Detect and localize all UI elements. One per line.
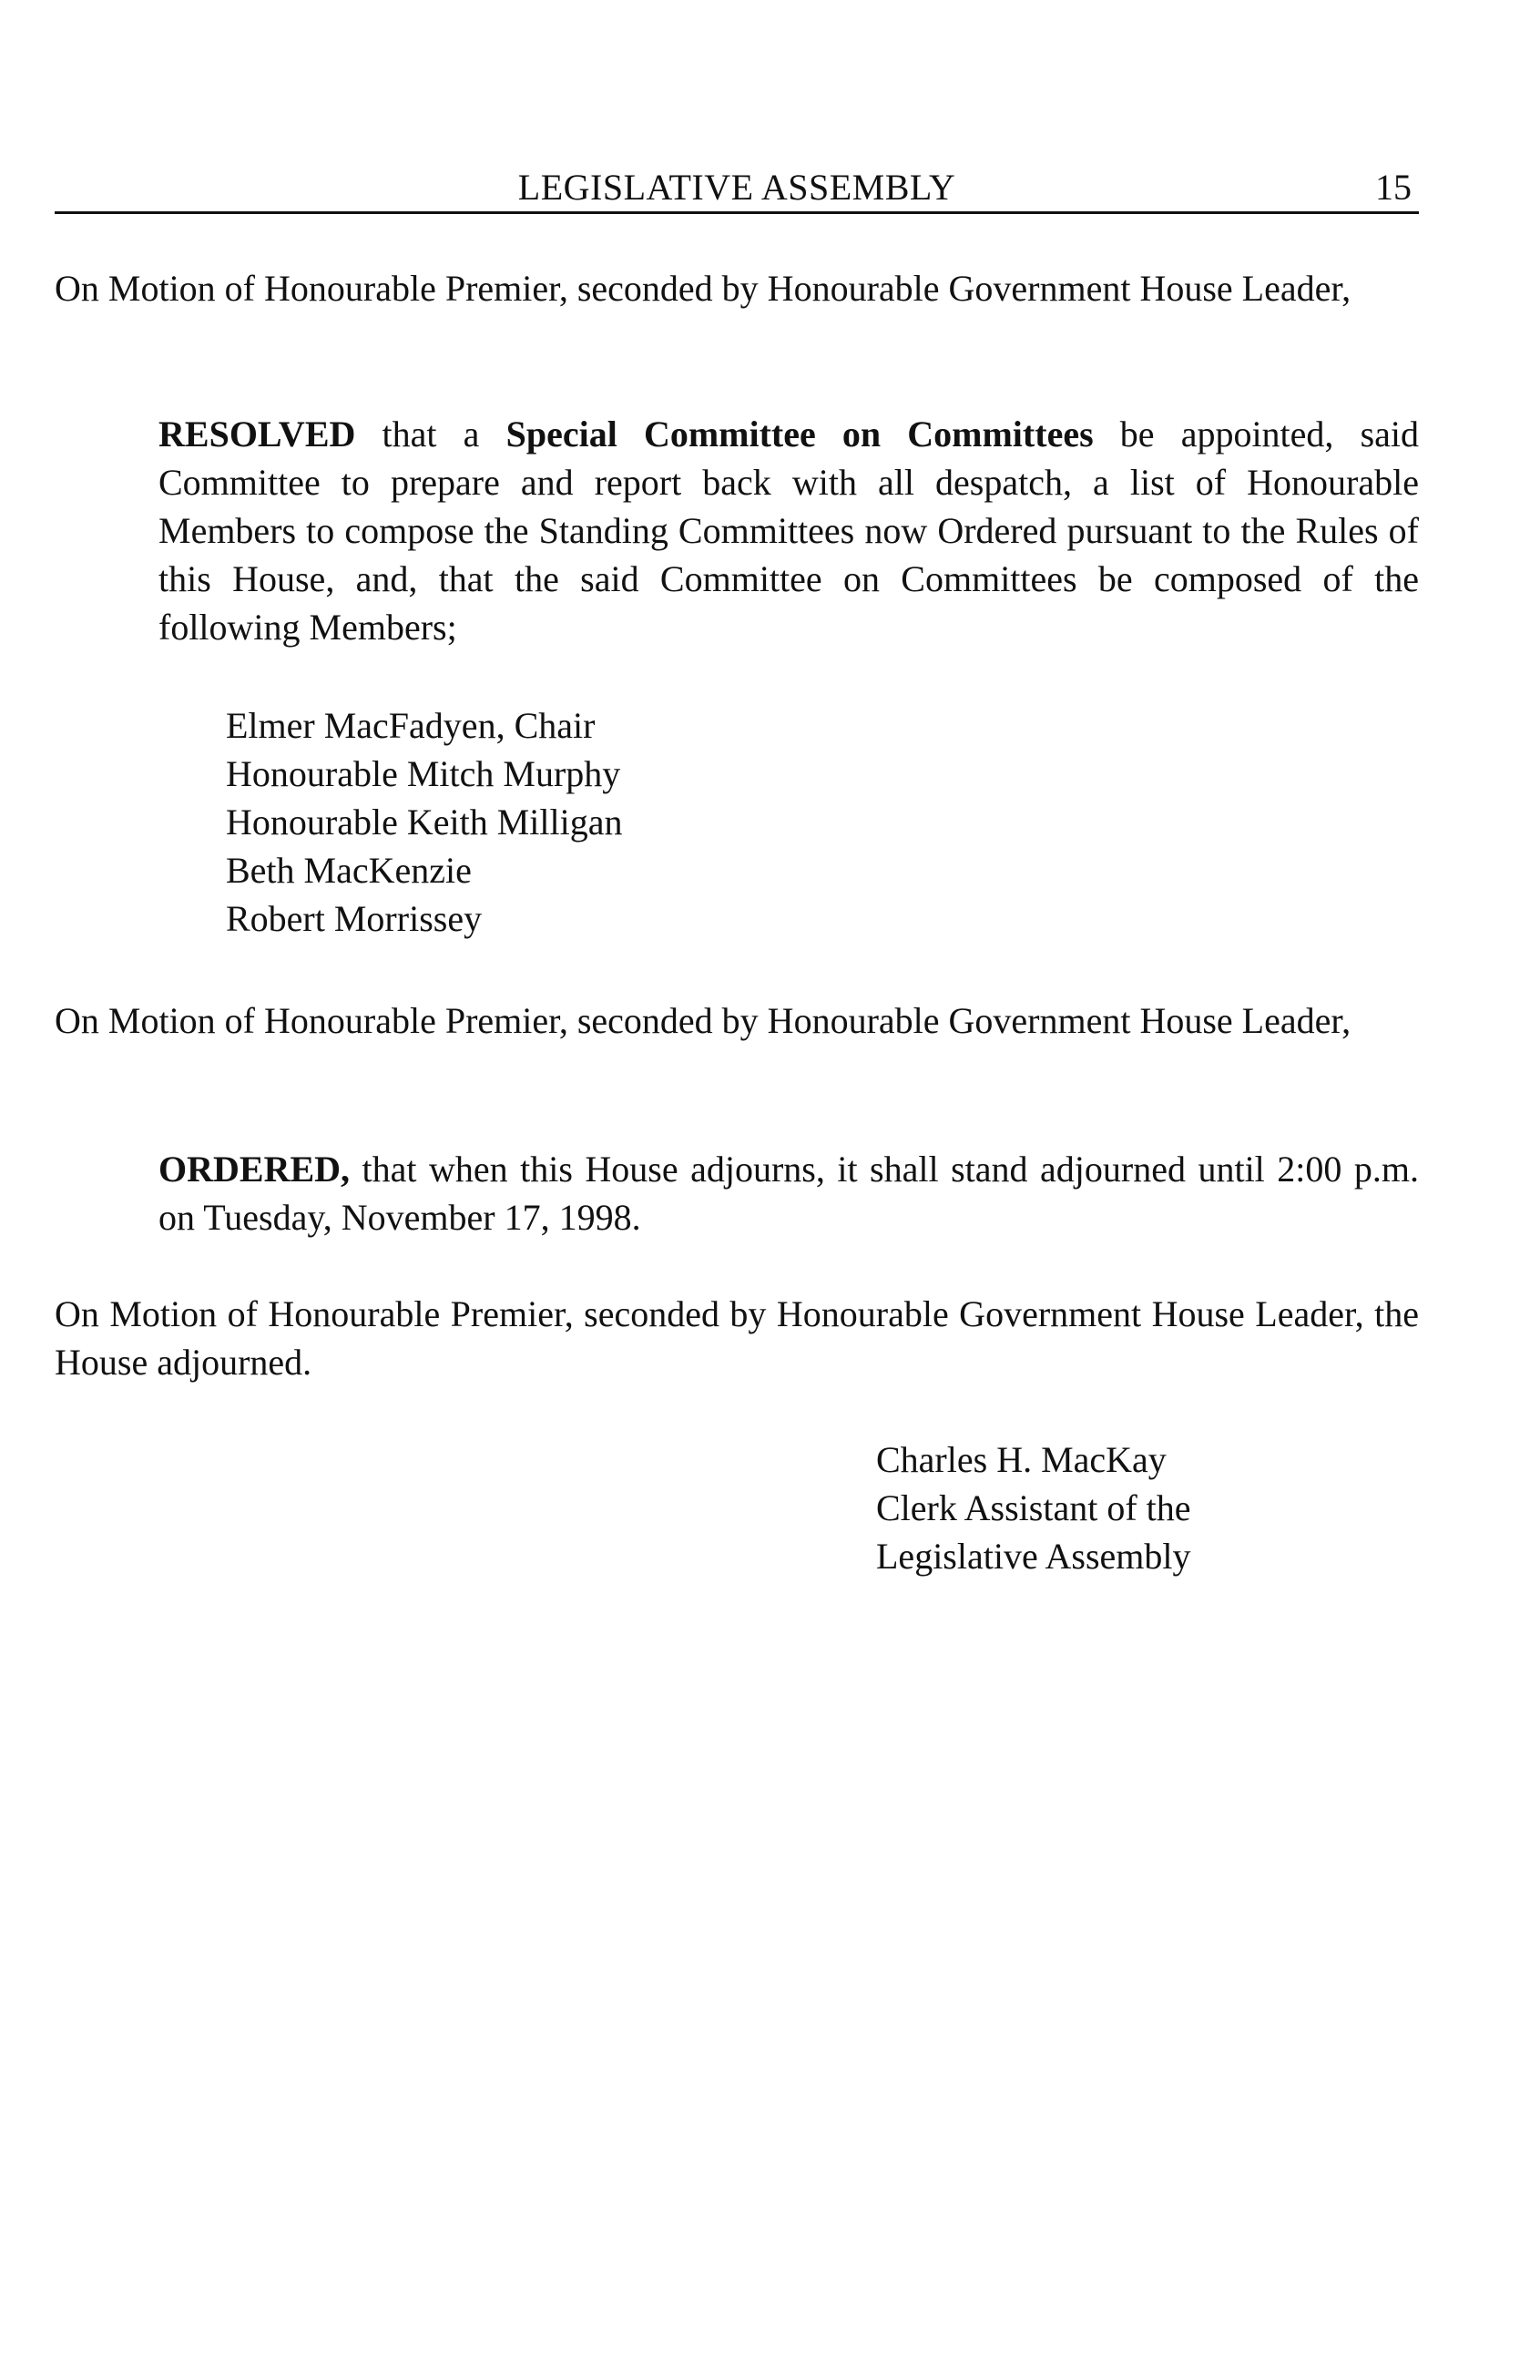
resolved-keyword: RESOLVED — [158, 414, 356, 455]
signatory-name: Charles H. MacKay — [876, 1439, 1167, 1480]
member-item: Elmer MacFadyen, Chair — [226, 705, 596, 746]
signature-block — [876, 1435, 1423, 1580]
committee-name: Special Committee on Committees — [505, 414, 1094, 455]
motion-paragraph-1: On Motion of Honourable Premier, seconded by Honourable Government House Leader, — [55, 268, 1351, 309]
signatory-office: Legislative Assembly — [876, 1536, 1191, 1577]
motion-paragraph-2: On Motion of Honourable Premier, seconded by Honourable Government House Leader, — [55, 1000, 1351, 1041]
motion-paragraph-3: On Motion of Honourable Premier, seconded by Honourable Government House Leader, the House adjourned. — [55, 1293, 1419, 1383]
page-number: 15 — [1375, 167, 1412, 208]
page-header — [55, 166, 1419, 214]
signatory-title: Clerk Assistant of the — [876, 1487, 1191, 1528]
resolution-paragraph — [158, 410, 1419, 651]
header-title: LEGISLATIVE ASSEMBLY — [517, 167, 956, 208]
order-text: that when this House adjourns, it shall stand adjourned until 2:00 p.m. on Tuesday, November 17, 1998. — [158, 1149, 1419, 1238]
order-paragraph — [158, 1145, 1419, 1241]
resolution-text-b: be appointed, said Committee to prepare and report back with all despatch, a list of Honourable Members to compose the Standing Committees now Ordered pursuant to the Rules of this House, and, that the said Committee on Committees be composed of the following Members; — [158, 414, 1420, 648]
ordered-keyword: ORDERED, — [158, 1149, 351, 1190]
member-item: Honourable Keith Milligan — [226, 802, 623, 843]
member-list — [226, 701, 1045, 943]
member-item: Honourable Mitch Murphy — [226, 753, 621, 794]
member-item: Robert Morrissey — [226, 898, 483, 939]
resolution-text-a: that a — [355, 414, 506, 455]
member-item: Beth MacKenzie — [226, 850, 472, 891]
